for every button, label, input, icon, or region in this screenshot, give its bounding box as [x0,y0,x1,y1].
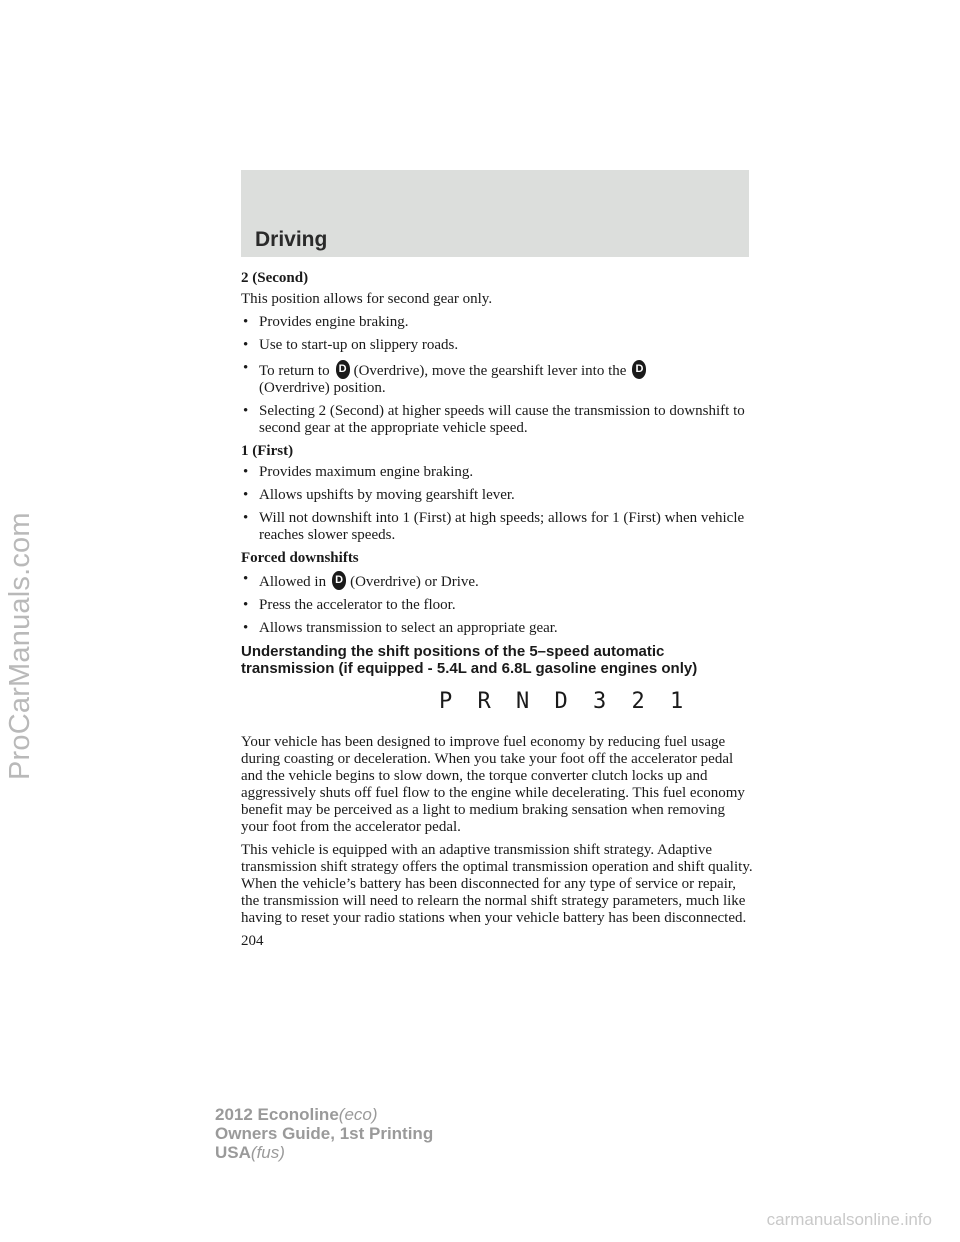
fuel-economy-paragraph: Your vehicle has been designed to improve fuel economy by reducing fuel usage during coasting or deceleration. When you take your foot off the accelerator pedal and the vehicle begins to slow down, the torque converter clutch locks up and aggressively shuts off fuel flow to the engine while decelerating. This fuel economy benefit may be perceived as a light to medium braking sensation when removing your foot from the accelerator pedal. [241,734,745,835]
list-item [241,360,753,397]
list-item [241,464,753,481]
page-content [241,270,753,950]
bullet-icon: • [243,337,249,353]
bullet-text: Selecting 2 (Second) at higher speeds will cause the transmission to downshift to second gear at the appropriate vehicle speed. [259,403,745,436]
list-item [241,571,753,591]
list-item [241,487,753,504]
list-item [241,403,753,437]
first-heading: 1 (First) [241,443,294,459]
second-heading: 2 (Second) [241,270,309,286]
footer-printing: Owners Guide, 1st Printing [215,1124,434,1143]
list-item [241,620,753,637]
forced-downshifts-heading: Forced downshifts [241,550,359,566]
bullet-text: Allows upshifts by moving gearshift lever. [259,487,515,503]
bullet-icon: • [243,620,249,636]
bullet-text: To return to [259,363,330,379]
bullet-icon: • [243,464,249,480]
gear-position-display: P R N D 3 2 1 [439,689,690,714]
bullet-text: Provides maximum engine braking. [259,464,474,480]
bullet-text: Allows transmission to select an appropriate gear. [259,620,558,636]
footer-line-1 [215,1105,433,1124]
footer-model: 2012 Econoline [215,1105,339,1124]
overdrive-d-icon [632,360,646,379]
adaptive-shift-paragraph: This vehicle is equipped with an adaptive transmission shift strategy. Adaptive transmission shift strategy offers the optimal transmission operation and shift quality. When the vehicle’s battery has been disconnected for any type of service or repair, the transmission will need to relearn the normal shift strategy parameters, much like having to reset your radio stations when your vehicle battery has been disconnected. [241,842,753,926]
bullet-icon: • [243,403,249,419]
bullet-text: Provides engine braking. [259,314,409,330]
list-item [241,510,753,544]
footer-model-code: (eco) [338,1105,378,1124]
bullet-text: Press the accelerator to the floor. [259,597,456,613]
footer-line-2 [215,1124,433,1143]
page-number: 204 [241,933,264,949]
bullet-icon: • [243,571,249,587]
bullet-icon: • [243,510,249,526]
section-header-band [241,170,749,257]
footer-line-3 [215,1143,433,1162]
bullet-text: Will not downshift into 1 (First) at high speeds; allows for 1 (First) when vehicle reaches slower speeds. [259,510,745,543]
side-watermark: ProCarManuals.com [4,512,36,780]
footer-market: USA [215,1143,251,1162]
section-title: Driving [255,228,328,251]
list-item [241,597,753,614]
bullet-icon: • [243,314,249,330]
document-footer [215,1105,433,1162]
bullet-icon: • [243,487,249,503]
understanding-heading: Understanding the shift positions of the 5–speed automatic transmission (if equipped - 5.4L and 6.8L gasoline engines only) [241,643,698,677]
bullet-text: Allowed in [259,574,327,590]
bullet-text: (Overdrive) or Drive. [350,574,479,590]
bottom-watermark: carmanualsonline.info [766,1210,932,1229]
bullet-icon: • [243,360,249,376]
bullet-icon: • [243,597,249,613]
footer-market-code: (fus) [250,1143,285,1162]
overdrive-d-icon [336,360,350,379]
bullet-text: (Overdrive) position. [259,380,386,396]
bullet-text: (Overdrive), move the gearshift lever into the [353,363,627,379]
overdrive-d-icon [332,571,346,590]
second-intro: This position allows for second gear only. [241,291,493,307]
bullet-text: Use to start-up on slippery roads. [259,337,459,353]
list-item [241,337,753,354]
list-item [241,314,753,331]
